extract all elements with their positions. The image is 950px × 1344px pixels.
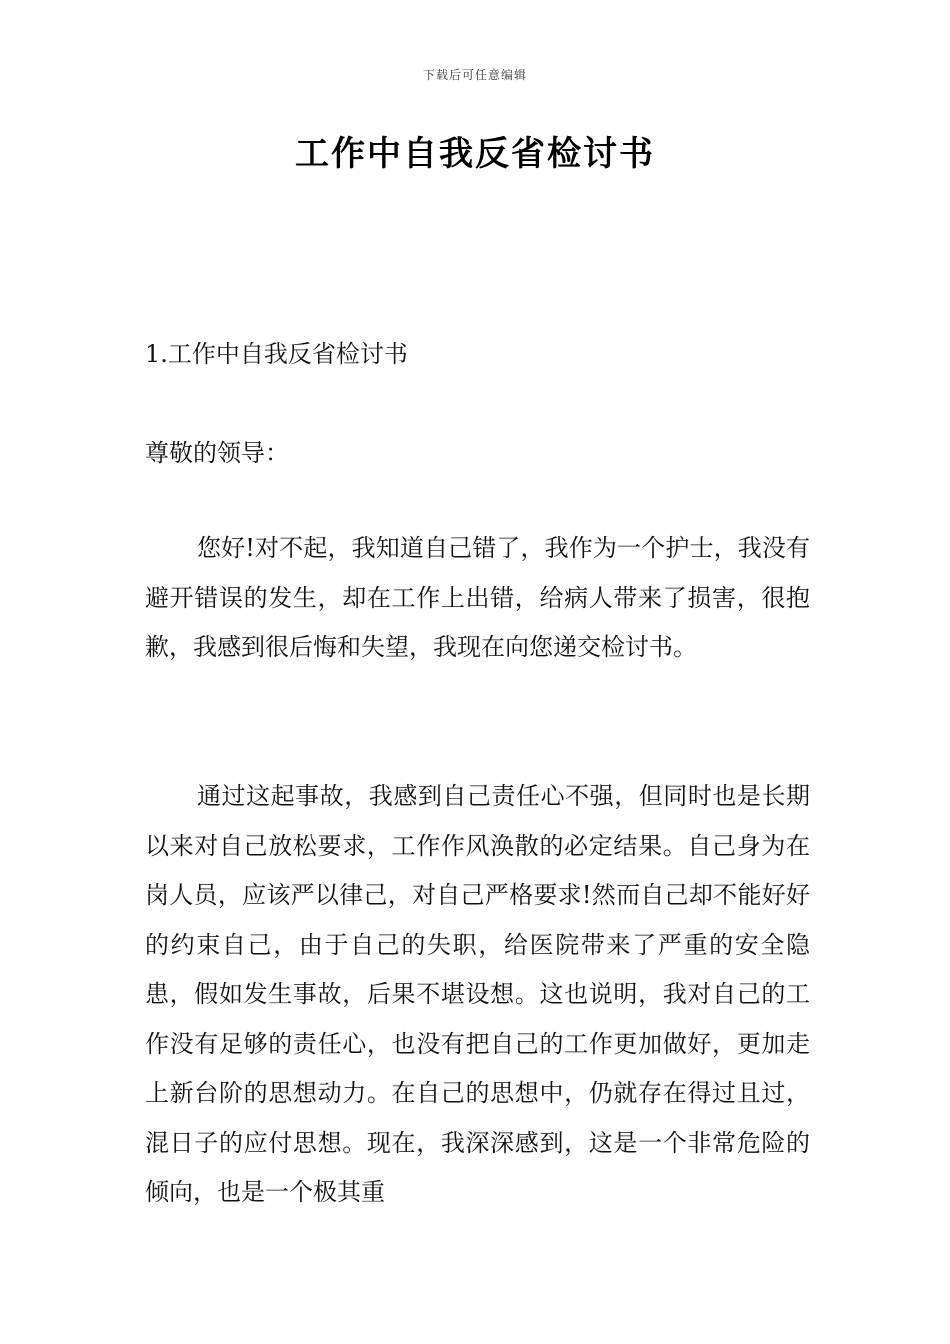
document-title: 工作中自我反省检讨书 [295,134,655,174]
header-note: 下载后可任意编辑 [422,68,527,82]
section-heading: 1.工作中自我反省检讨书 [145,340,408,368]
body-paragraph: 通过这起事故，我感到自己责任心不强，但同时也是长期以来对自己放松要求，工作作风涣散的必定结果。自己身为在岗人员，应该严以律己，对自己严格要求!然而自己却不能好好的约束自己，由于自己的失职，给医院带来了严重的安全隐患，假如发生事故，后果不堪设想。这也说明，我对自己的工作没有足够的责任心，也没有把自己的工作更加做好，更加走上新台阶的思想动力。在自己的思想中，仍就存在得过且过，混日子的应付思想。现在，我深深感到，这是一个非常危险的倾向，也是一个极其重 [145,782,810,1206]
salutation: 尊敬的领导： [145,439,289,467]
body-paragraph: 您好!对不起，我知道自己错了，我作为一个护士，我没有避开错误的发生，却在工作上出错，给病人带来了损害，很抱歉，我感到很后悔和失望，我现在向您递交检讨书。 [145,534,810,661]
